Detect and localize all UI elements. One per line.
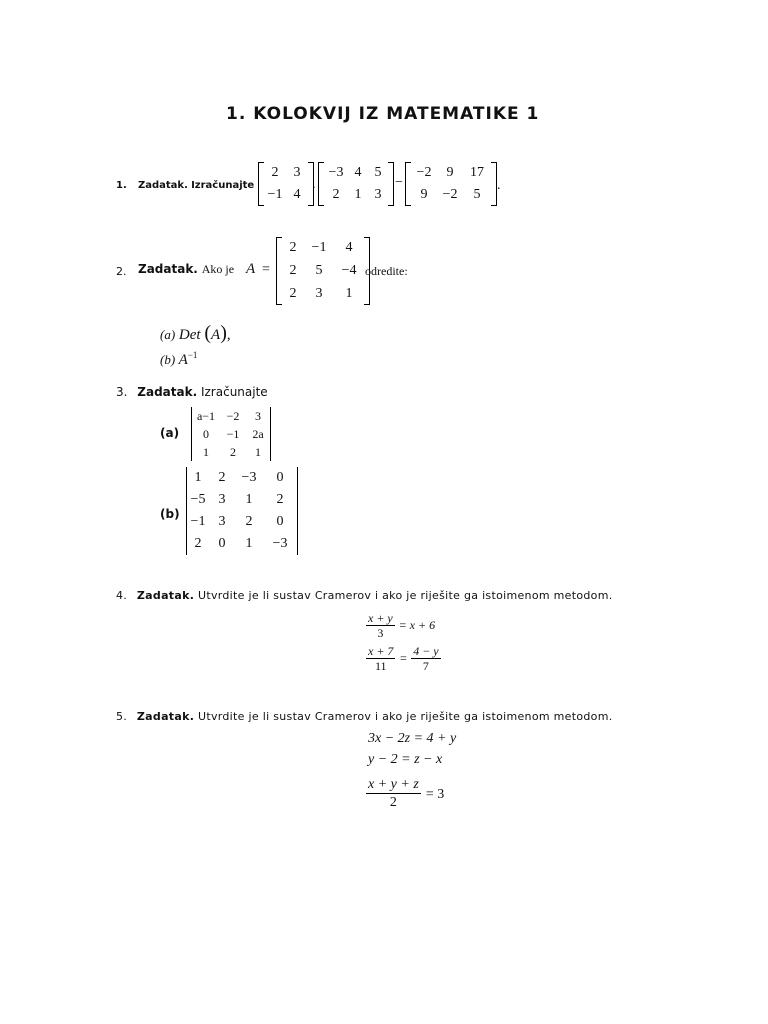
matrix-cell: 2 [276,492,284,507]
matrix-cell: 2 [289,285,297,301]
task-4-eq2-numerator: x + 7 [368,644,394,658]
task-5-equation-3 [366,776,444,811]
matrix-cell: −2 [416,165,432,180]
task-1-intro [138,180,254,191]
matrix-cell: 0 [276,470,284,485]
matrix-cell: −3 [241,470,257,485]
task-1-number: 1. [116,180,127,191]
task-2-part-b [160,350,197,369]
matrix-cell: 3 [218,492,226,507]
task-2-a-end: , [226,327,231,343]
task-2-label: Zadatak. [138,262,198,276]
matrix-cell: −4 [341,262,357,278]
task-2-part-a: (a) Det (A), [160,322,231,344]
matrix-cell: 0 [276,514,284,529]
task-1-text: Izračunajte [191,180,255,191]
task-2-a-expr: Det [178,327,201,343]
matrix-cell: −3 [328,165,344,180]
matrix-cell: 9 [420,187,428,202]
matrix-cell: 2 [332,187,340,202]
task-4-text: Utvrdite je li sustav Cramerov i ako je riješite ga istoimenom metodom. [197,589,613,602]
task-2-a-label: (a) [160,327,176,342]
task-3-determinant-b [186,467,298,555]
matrix-cell: 2a [252,426,264,441]
matrix-cell: 3 [315,285,323,301]
matrix-cell: −5 [190,492,206,507]
task-4-eq2-equals: = [399,651,408,665]
task-2-b-var: A [178,352,188,368]
task-2-post: odredite: [365,264,408,278]
matrix-cell: −1 [311,240,327,256]
matrix-cell: 2 [289,262,297,278]
matrix-cell: 1 [345,285,353,301]
task-4-eq2-denominator: 11 [374,659,387,673]
task-5-eq3-rhs: = 3 [425,787,445,802]
matrix-cell: 4 [345,240,353,256]
matrix-cell: 1 [245,492,253,507]
task-3-label: Zadatak. [137,385,198,399]
task-1-period: . [497,178,501,193]
matrix-cell: 1 [255,444,261,459]
matrix-cell: 5 [315,262,323,278]
matrix-cell: 2 [245,514,253,529]
matrix-cell: 1 [354,187,362,202]
matrix-cell: 1 [194,470,202,485]
task-5-eq3-numerator: x + y + z [368,777,419,792]
page-title: 1. KOLOKVIJ IZ MATEMATIKE 1 [226,104,540,124]
matrix-cell: a−1 [196,408,216,423]
matrix-cell: −2 [442,187,458,202]
matrix-cell: 2 [218,470,226,485]
matrix-cell: 3 [255,408,261,423]
task-2-a-arg: A [211,327,221,343]
task-4-eq2-rhs-denominator: 7 [422,659,429,673]
matrix-cell: 5 [473,187,481,202]
matrix-cell: 2 [271,165,279,180]
task-2-var: A [246,261,256,277]
task-4-equation-2 [366,644,441,673]
task-5-heading [116,710,613,723]
task-2-matrix [276,237,370,305]
matrix-cell: −3 [272,536,288,551]
matrix-cell: −1 [190,514,206,529]
matrix-cell: 3 [293,165,301,180]
task-1-matrix-1 [258,162,314,206]
task-5-eq3-denominator: 2 [389,795,397,810]
task-2-intro [138,262,234,277]
task-5-text: Utvrdite je li sustav Cramerov i ako je riješite ga istoimenom metodom. [197,710,613,723]
task-2-pre: Ako je [201,262,235,276]
matrix-cell: 5 [374,165,382,180]
matrix-cell: 2 [194,536,202,551]
matrix-cell: 4 [293,187,301,202]
task-3-number: 3. [116,385,128,399]
task-5-equation-1: 3x − 2z = 4 + y [368,731,457,746]
matrix-cell: −1 [226,426,240,441]
matrix-cell: 2 [230,444,236,459]
matrix-cell: 2 [289,240,297,256]
task-1-minus: − [395,175,403,190]
task-5-equation-2: y − 2 = z − x [368,752,443,767]
task-4-heading [116,589,613,602]
task-3-text: Izračunajte [200,385,268,399]
task-5-number: 5. [116,710,128,723]
task-2-number: 2. [116,265,127,278]
matrix-cell: 9 [446,165,454,180]
matrix-cell: −2 [226,408,240,423]
matrix-cell: 1 [245,536,253,551]
task-1-matrix-3 [405,162,497,206]
task-4-label: Zadatak. [136,589,195,602]
task-3-heading [116,385,268,399]
task-1-dot: · [312,180,316,194]
task-3-a-label: (a) [160,426,180,440]
task-4-number: 4. [116,589,128,602]
task-4-eq1-rhs: = x + 6 [398,618,436,632]
task-1-label: Zadatak. [138,180,188,191]
task-3-determinant-a [191,407,271,461]
matrix-cell: 0 [203,426,209,441]
matrix-cell: 1 [203,444,209,459]
task-3-b-label: (b) [160,507,180,521]
matrix-cell: 3 [218,514,226,529]
task-5-label: Zadatak. [136,710,195,723]
task-2-equals: = [262,262,270,277]
task-4-eq2-rhs-numerator: 4 − y [413,644,439,658]
task-4-eq1-numerator: x + y [368,611,393,625]
task-4-eq1-denominator: 3 [377,626,384,640]
task-2-b-label: (b) [160,352,176,367]
task-4-equation-1 [366,611,435,640]
matrix-cell: 0 [218,536,226,551]
task-1-matrix-2 [318,162,394,206]
matrix-cell: 3 [374,187,382,202]
matrix-cell: 17 [470,165,484,180]
matrix-cell: −1 [267,187,283,202]
matrix-cell: 4 [354,165,362,180]
task-2-b-exp: −1 [187,350,198,360]
